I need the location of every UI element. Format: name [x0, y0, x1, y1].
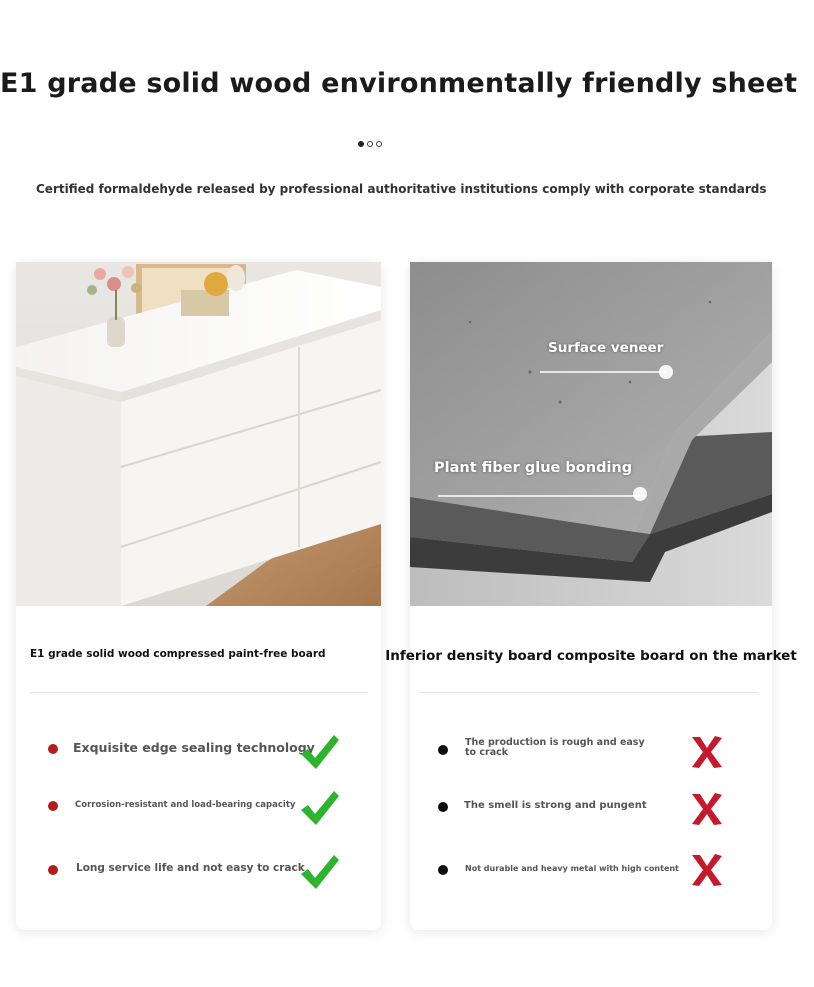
bullet-icon — [48, 801, 58, 811]
feature-text: The production is rough and easy to crack — [465, 737, 645, 758]
good-board-heading: E1 grade solid wood compressed paint-free board — [30, 648, 326, 660]
feature-text: The smell is strong and pungent — [464, 800, 647, 811]
surface-veneer-label: Surface veneer — [548, 340, 664, 356]
feature-text: Exquisite edge sealing technology — [73, 740, 315, 755]
check-icon — [298, 788, 340, 828]
feature-row — [410, 789, 772, 829]
divider — [420, 692, 758, 693]
check-icon — [298, 852, 340, 892]
bullet-icon — [48, 865, 58, 875]
bullet-icon — [48, 744, 58, 754]
page-title: E1 grade solid wood environmentally friendly sheet — [0, 68, 798, 99]
feature-row — [410, 852, 772, 892]
density-board-photo — [410, 262, 772, 606]
cross-icon — [688, 852, 726, 888]
check-icon — [298, 732, 340, 772]
cross-icon — [688, 791, 726, 827]
white-dresser-photo — [16, 262, 381, 606]
inferior-board-heading: Inferior density board composite board on the market — [385, 648, 797, 664]
feature-text: Not durable and heavy metal with high content — [465, 864, 679, 873]
divider — [30, 692, 368, 693]
bullet-icon — [438, 865, 448, 875]
good-board-card — [16, 262, 381, 930]
feature-text: Corrosion-resistant and load-bearing capacity — [75, 800, 296, 810]
feature-text: Long service life and not easy to crack — [76, 862, 305, 874]
bullet-icon — [438, 802, 448, 812]
feature-row — [410, 732, 772, 772]
carousel-dot-2[interactable] — [367, 141, 373, 147]
bullet-icon — [438, 745, 448, 755]
feature-row — [16, 786, 381, 826]
glue-bonding-label: Plant fiber glue bonding — [434, 460, 633, 476]
page-subtitle: Certified formaldehyde released by professional authoritative institutions comply with corporate standards — [36, 182, 767, 196]
carousel-indicator[interactable] — [358, 141, 382, 147]
feature-row — [16, 730, 381, 770]
carousel-dot-3[interactable] — [376, 141, 382, 147]
feature-row — [16, 850, 381, 890]
carousel-dot-1[interactable] — [358, 141, 364, 147]
cross-icon — [688, 734, 726, 770]
inferior-board-card — [385, 262, 797, 930]
